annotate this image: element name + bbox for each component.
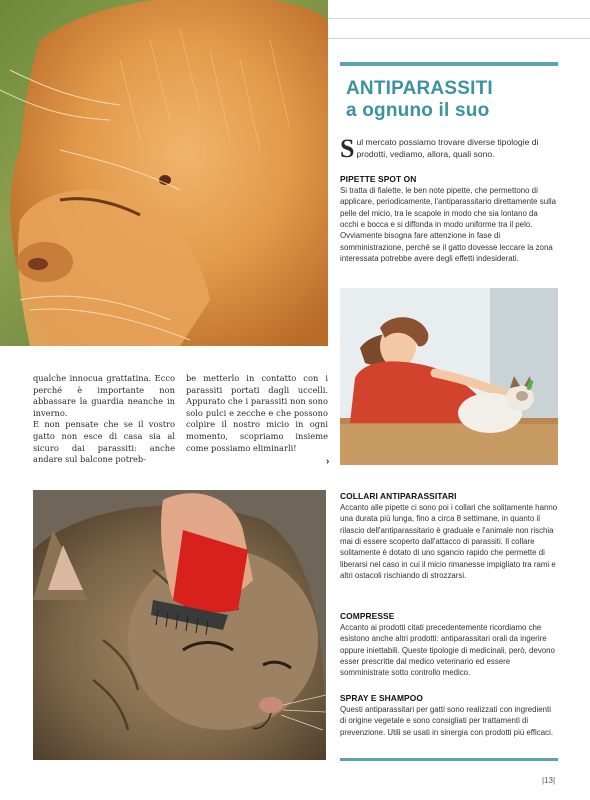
- title-accent-bar: [340, 62, 558, 66]
- section-body-compresse: Accanto ai prodotti citati precedentemente ricordiamo che esistono anche altri prodotti: antiparassitari orali da ingerire oppure iniettabili. Queste tipologie di medicinali, però, devono esser prescritte dal medico veterinario ed essere somministrate sotto controllo medico.: [340, 623, 555, 678]
- header-rule-2: [328, 38, 590, 39]
- title-line-1: ANTIPARASSITI: [346, 78, 493, 99]
- page-number: |13|: [542, 776, 556, 785]
- middle-paragraph-1: be metterlo in contatto con i parassiti portati dagli uccelli. Appurato che i parassiti non sono solo pulci e zecche e che possono colpire il nostro micio in ogni momento, scopriamo insieme come possiamo eliminarli!: [186, 373, 328, 453]
- orange-cat-image: [0, 0, 328, 346]
- tabby-cat-image: [33, 490, 326, 760]
- section-body-pipette: Si tratta di fialette, le ben note pipette, che permettono di applicare, periodicamente, l'antiparassitario direttamente sulla pelle del micio, tra le scapole in modo che sia lontano da occhi e bocca e si diffonda in modo uniforme tra il pelo. Ovviamente bisogna fare attenzione in fase di somministrazione, perché se il gatto dovesse leccare la zona interessata potrebbe avere degli effetti indesiderati.: [340, 186, 556, 264]
- section-heading-pipette: PIPETTE SPOT ON: [340, 174, 417, 184]
- body-column-left: [33, 373, 175, 466]
- article-title: [346, 78, 566, 122]
- section-body-spray: Questi antiparassitari per gatti sono realizzati con ingredienti di origine vegetale e sono consigliati per trattamenti di prevenzione. Utili se usati in sinergia con prodotti più efficaci.: [340, 705, 554, 737]
- woman-cat-photo: [340, 288, 558, 465]
- section-heading-compresse: COMPRESSE: [340, 611, 395, 621]
- woman-cat-image: [340, 288, 558, 465]
- bottom-accent-bar: [340, 758, 558, 761]
- title-line-2: a ognuno il suo: [346, 100, 490, 121]
- section-heading-collari: COLLARI ANTIPARASSITARI: [340, 491, 457, 501]
- header-rule: [328, 18, 590, 19]
- drop-cap: S: [340, 134, 355, 163]
- continue-arrow-icon: ›: [326, 456, 330, 467]
- intro-paragraph: [340, 134, 558, 163]
- left-paragraph-2: E non pensate che se il vostro gatto non esce di casa sia al sicuro dai parassiti: anche andare sul balcone potreb-: [33, 419, 175, 465]
- left-paragraph-1: qualche innocua grattatina. Ecco perché è importante non abbassare la guardia neanche in inverno.: [33, 373, 175, 418]
- intro-text: ul mercato possiamo trovare diverse tipologie di prodotti, vediamo, allora, quali sono.: [356, 137, 539, 159]
- orange-cat-photo: [0, 0, 328, 346]
- tabby-cat-photo: [33, 490, 326, 760]
- body-column-middle: [186, 373, 328, 454]
- section-body-collari: Accanto alle pipette ci sono poi i collari che solitamente hanno una durata più lunga, fino a circa 8 settimane, in quanto il rilascio dell'antiparassitario è graduale e l'animale non rischia mai di essere scoperto dall'attacco di parassiti. Il collare solitamente è dotato di uno sgancio rapido che permette di liberarsi nel caso in cui il micio rimanesse impigliato tra rami e altri ostacoli rischiando di strozzarsi.: [340, 503, 558, 581]
- section-heading-spray: SPRAY E SHAMPOO: [340, 693, 423, 703]
